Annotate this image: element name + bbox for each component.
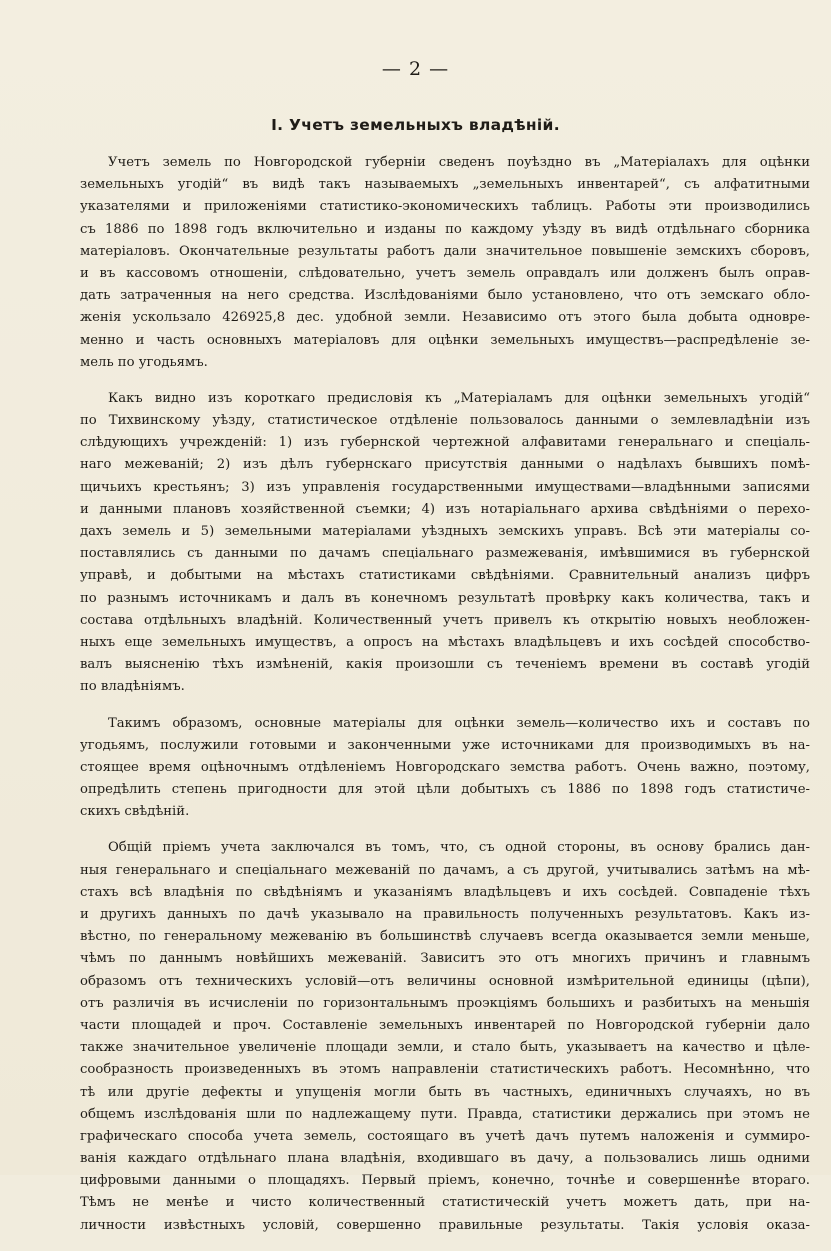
text-line: съ 1886 по 1898 годъ включительно и изданы по каждому уѣзду въ видѣ отдѣльнаго сборника bbox=[80, 221, 810, 237]
text-line: валъ выясненію тѣхъ измѣненій, какія произошли съ теченіемъ времени въ составѣ угодій bbox=[80, 657, 810, 673]
text-line: Такимъ образомъ, основные матеріалы для оцѣнки земель—количество ихъ и составъ по bbox=[108, 715, 810, 731]
text-line: дать затраченныя на него средства. Изслѣдованіями было установлено, что отъ земскаго обло- bbox=[80, 288, 810, 304]
text-line: стахъ всѣ владѣнія по свѣдѣніямъ и указаніямъ владѣльцевъ и ихъ сосѣдей. Совпаденіе тѣхъ bbox=[80, 884, 810, 900]
text-line: вѣстно, по генеральному межеванію въ большинствѣ случаевъ всегда оказывается земли меньше, bbox=[80, 929, 810, 945]
text-line: по разнымъ источникамъ и далъ въ конечномъ результатѣ провѣрку какъ количества, такъ и bbox=[80, 590, 810, 606]
text-line: ныхъ еще земельныхъ имуществъ, а опросъ на мѣстахъ владѣльцевъ и ихъ сосѣдей способство- bbox=[80, 634, 810, 650]
text-line: земельныхъ угодій“ въ видѣ такъ называемыхъ „земельныхъ инвентарей“, съ алфатитными bbox=[80, 177, 810, 193]
text-line: Тѣмъ не менѣе и чисто количественный статистическій учетъ можетъ дать, при на- bbox=[80, 1195, 810, 1211]
text-line: Учетъ земель по Новгородской губерніи сведенъ поуѣздно въ „Матеріалахъ для оцѣнки bbox=[108, 155, 810, 170]
text-line: по владѣніямъ. bbox=[80, 679, 185, 695]
text-line: наго межеваній; 2) изъ дѣлъ губернскаго присутствія данными о надѣлахъ бывшихъ помѣ- bbox=[80, 457, 810, 473]
text-line: отъ различія въ исчисленіи по горизонтальнымъ проэкціямъ большихъ и разбитыхъ на меньшія bbox=[80, 995, 810, 1011]
text-line: слѣдующихъ учрежденій: 1) изъ губернской чертежной алфавитами генеральнаго и спеціаль- bbox=[80, 435, 810, 451]
text-line: сообразность произведенныхъ въ этомъ направленіи статистическихъ работъ. Несомнѣнно, что bbox=[80, 1062, 810, 1078]
text-line: Какъ видно изъ короткаго предисловія къ „Матеріаламъ для оцѣнки земельныхъ угодій“ bbox=[108, 390, 810, 406]
paragraph bbox=[80, 837, 810, 1236]
text-line: по Тихвинскому уѣзду, статистическое отдѣленіе пользовалось данными о землевладѣніи изъ bbox=[80, 413, 810, 429]
text-line: Общій пріемъ учета заключался въ томъ, что, съ одной стороны, въ основу брались дан- bbox=[108, 840, 810, 856]
section-heading: I. Учетъ земельныхъ владѣній. bbox=[271, 116, 560, 134]
text-line: и другихъ данныхъ по дачѣ указывало на правильность полученныхъ результатовъ. Какъ из- bbox=[80, 907, 810, 922]
text-line: цифровыми данными о площадяхъ. Первый пріемъ, конечно, точнѣе и совершеннѣе втораго. bbox=[80, 1173, 810, 1189]
text-line: общемъ изслѣдованія шли по надлежащему пути. Правда, статистики держались при этомъ не bbox=[80, 1106, 810, 1122]
text-line: щичьихъ крестьянъ; 3) изъ управленія государственными имуществами—владѣнными записями bbox=[80, 479, 810, 495]
text-line: образомъ отъ техническихъ условій—отъ величины основной измѣрительной единицы (цѣпи), bbox=[80, 973, 810, 989]
text-line: угодьямъ, послужили готовыми и законченными уже источниками для производимыхъ въ на- bbox=[80, 737, 810, 753]
text-line: и данными плановъ хозяйственной съемки; 4) изъ нотаріальнаго архива свѣдѣніями о перехо- bbox=[80, 501, 810, 517]
text-line: поставлялись съ данными по дачамъ спеціальнаго размежеванія, имѣвшимися въ губернской bbox=[80, 546, 810, 562]
text-line: матеріаловъ. Окончательные результаты работъ дали значительное повышеніе земскихъ сборовъ, bbox=[80, 243, 810, 259]
text-line: тѣ или другіе дефекты и упущенія могли быть въ частныхъ, единичныхъ случаяхъ, но въ bbox=[80, 1084, 810, 1100]
text-line: ныя генеральнаго и спеціальнаго межеваній по дачамъ, а съ другой, учитывались затѣмъ на мѣ- bbox=[80, 862, 810, 878]
text-line: управѣ, и добытыми на мѣстахъ статистиками свѣдѣніями. Сравнительный анализъ цифръ bbox=[80, 568, 810, 584]
paragraph bbox=[80, 713, 810, 824]
text-line: женія ускользало 426925,8 дес. удобной земли. Независимо отъ этого была добыта одновре- bbox=[80, 310, 810, 326]
paragraph bbox=[80, 152, 810, 374]
text-line: мель по угодьямъ. bbox=[80, 354, 208, 370]
text-line: стоящее время оцѣночнымъ отдѣленіемъ Новгородскаго земства работъ. Очень важно, поэтому, bbox=[80, 759, 810, 775]
text-line: дахъ земель и 5) земельными матеріалами уѣздныхъ земскихъ управъ. Всѣ эти матеріалы со- bbox=[80, 524, 810, 539]
text-line: и въ кассовомъ отношеніи, слѣдовательно, учетъ земель оправдалъ или долженъ былъ оправ- bbox=[80, 265, 810, 281]
text-line: указателями и приложеніями статистико-экономическихъ таблицъ. Работы эти производились bbox=[80, 199, 810, 215]
page-number: — 2 — bbox=[381, 58, 450, 80]
text-line: личности извѣстныхъ условій, совершенно правильные результаты. Такія условія оказа- bbox=[80, 1217, 810, 1233]
text-line: чѣмъ по даннымъ новѣйшихъ межеваній. Зависитъ это отъ многихъ причинъ и главнымъ bbox=[80, 951, 810, 967]
text-line: графическаго способа учета земель, состоящаго въ учетѣ дачъ путемъ наложенія и суммиро- bbox=[80, 1128, 810, 1144]
text-line: опредѣлить степень пригодности для этой цѣли добытыхъ съ 1886 по 1898 годъ статистиче- bbox=[80, 782, 810, 798]
text-line: скихъ свѣдѣній. bbox=[80, 804, 190, 820]
text-line: состава отдѣльныхъ владѣній. Количественный учетъ привелъ къ открытію новыхъ необложен- bbox=[80, 612, 810, 628]
text-line: ванія каждаго отдѣльнаго плана владѣнія, входившаго въ дачу, а пользовались лишь одними bbox=[80, 1151, 810, 1167]
text-line: части площадей и проч. Составленіе земельныхъ инвентарей по Новгородской губерніи дало bbox=[80, 1017, 810, 1033]
body-text bbox=[80, 152, 810, 1251]
text-line: также значительное увеличеніе площади земли, и стало быть, указываетъ на качество и цѣле- bbox=[80, 1040, 810, 1056]
paragraph bbox=[80, 388, 810, 699]
text-line: менно и часть основныхъ матеріаловъ для оцѣнки земельныхъ имуществъ—распредѣленіе зе- bbox=[80, 332, 810, 348]
